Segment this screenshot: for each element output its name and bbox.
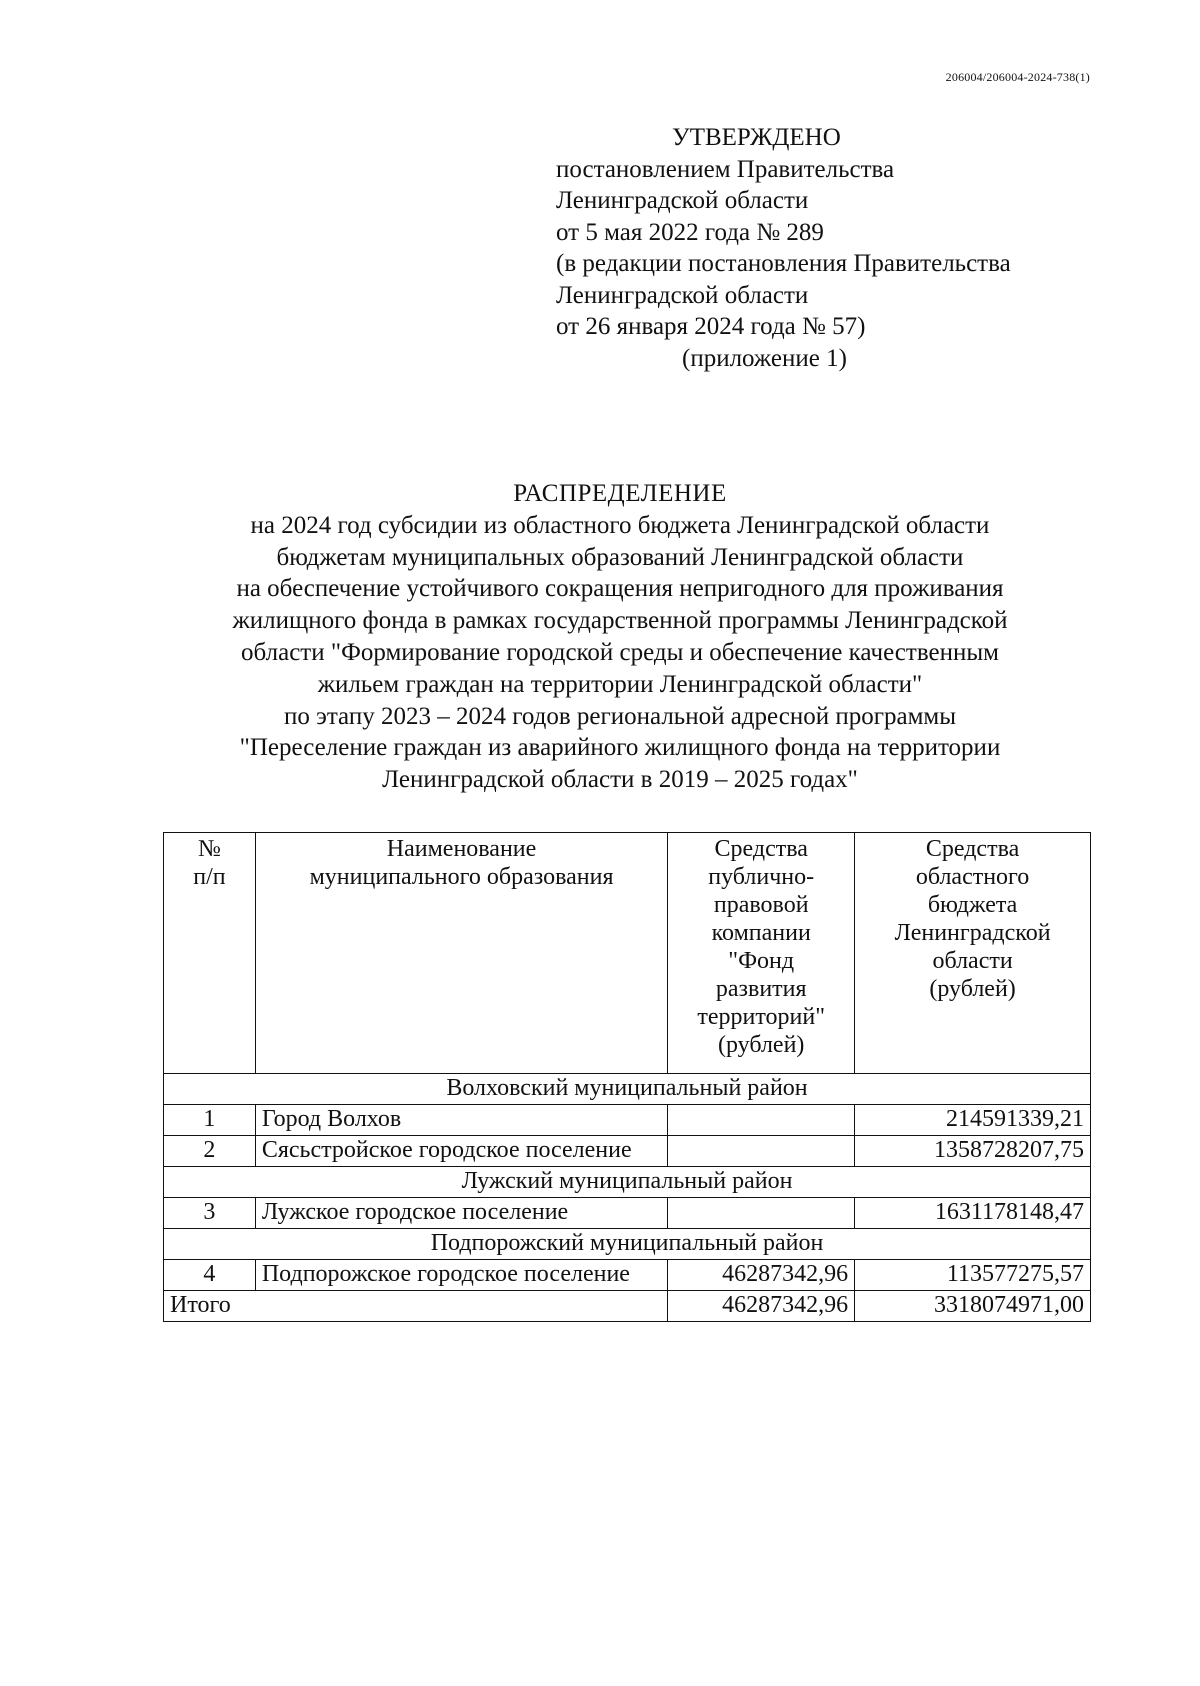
header-budget-line: области [932, 948, 1013, 974]
row-num: 2 [164, 1136, 256, 1167]
heading-line: бюджетам муниципальных образований Ленинградской области [276, 543, 964, 571]
row-fund [668, 1105, 855, 1136]
total-row [164, 1291, 1091, 1322]
district-name: Лужский муниципальный район [164, 1167, 1091, 1198]
total-fund: 46287342,96 [668, 1291, 855, 1322]
table-row [164, 1105, 1091, 1136]
approval-title: УТВЕРЖДЕНО [672, 124, 841, 151]
header-num-line: № [197, 836, 221, 862]
header-budget-line: бюджета [927, 892, 1018, 918]
header-budget-line: Средства [925, 836, 1020, 862]
district-name: Волховский муниципальный район [164, 1074, 1091, 1105]
row-budget: 113577275,57 [855, 1260, 1091, 1291]
header-budget-line: Ленинградской [894, 920, 1051, 946]
approval-line: от 26 января 2024 года № 57) [556, 313, 866, 340]
heading-line: жильем граждан на территории Ленинградской области" [317, 670, 923, 698]
table-header-row [164, 833, 1091, 1074]
approval-line: Ленинградской области [556, 187, 809, 214]
header-num-line: п/п [193, 864, 226, 890]
header-budget-line: областного [915, 864, 1030, 890]
header-fund-line: территорий" [697, 1004, 826, 1030]
row-budget: 214591339,21 [855, 1105, 1091, 1136]
heading-line: области "Формирование городской среды и обеспечение качественным [241, 638, 999, 666]
row-num: 3 [164, 1198, 256, 1229]
table-row [164, 1198, 1091, 1229]
approval-line: (в редакции постановления Правительства [556, 250, 1011, 277]
total-label: Итого [164, 1291, 668, 1322]
approval-line: постановлением Правительства [556, 155, 895, 183]
heading-title: РАСПРЕДЕЛЕНИЕ [513, 480, 727, 507]
header-fund-line: (рублей) [717, 1032, 805, 1058]
row-num: 4 [164, 1260, 256, 1291]
heading-line: "Переселение граждан из аварийного жилищного фонда на территории [239, 734, 1001, 762]
row-num: 1 [164, 1105, 256, 1136]
row-fund [668, 1198, 855, 1229]
table-row [164, 1136, 1091, 1167]
heading-line: Ленинградской области в 2019 – 2025 годах" [382, 766, 858, 794]
header-budget [855, 833, 1091, 1074]
heading-line: на обеспечение устойчивого сокращения непригодного для проживания [236, 575, 1004, 603]
header-budget-line: (рублей) [929, 976, 1016, 1002]
row-name: Сясьстройское городское поселение [255, 1136, 667, 1167]
heading-line: по этапу 2023 – 2024 годов региональной адресной программы [283, 702, 957, 730]
approval-line: Ленинградской области [556, 281, 809, 309]
row-name: Подпорожское городское поселение [255, 1260, 667, 1291]
district-name: Подпорожский муниципальный район [164, 1229, 1091, 1260]
header-num [164, 833, 256, 1074]
row-name: Лужское городское поселение [255, 1198, 667, 1229]
document-heading [140, 478, 1100, 796]
header-name [255, 833, 667, 1074]
approval-block [556, 122, 1116, 374]
approval-appendix: (приложение 1) [682, 344, 847, 372]
row-budget: 1631178148,47 [855, 1198, 1091, 1229]
table-row [164, 1260, 1091, 1291]
row-budget: 1358728207,75 [855, 1136, 1091, 1167]
document-id: 206004/206004-2024-738(1) [945, 70, 1090, 84]
district-row [164, 1074, 1091, 1105]
row-fund [668, 1136, 855, 1167]
row-name: Город Волхов [255, 1105, 667, 1136]
approval-line: от 5 мая 2022 года № 289 [556, 218, 824, 246]
header-fund-line: правовой [713, 892, 809, 918]
heading-line: жилищного фонда в рамках государственной программы Ленинградской [232, 607, 1008, 635]
header-fund [668, 833, 855, 1074]
header-name-line: муниципального образования [309, 864, 614, 890]
header-fund-line: публично- [708, 864, 815, 890]
header-fund-line: Средства [714, 836, 808, 862]
row-fund: 46287342,96 [668, 1260, 855, 1291]
total-budget: 3318074971,00 [855, 1291, 1091, 1322]
district-row [164, 1167, 1091, 1198]
header-fund-line: "Фонд [728, 948, 795, 974]
header-fund-line: компании [711, 920, 811, 946]
distribution-table [163, 832, 1091, 1322]
header-fund-line: развития [715, 976, 807, 1002]
header-name-line: Наименование [386, 836, 537, 862]
district-row [164, 1229, 1091, 1260]
heading-line: на 2024 год субсидии из областного бюджета Ленинградской области [250, 511, 990, 539]
